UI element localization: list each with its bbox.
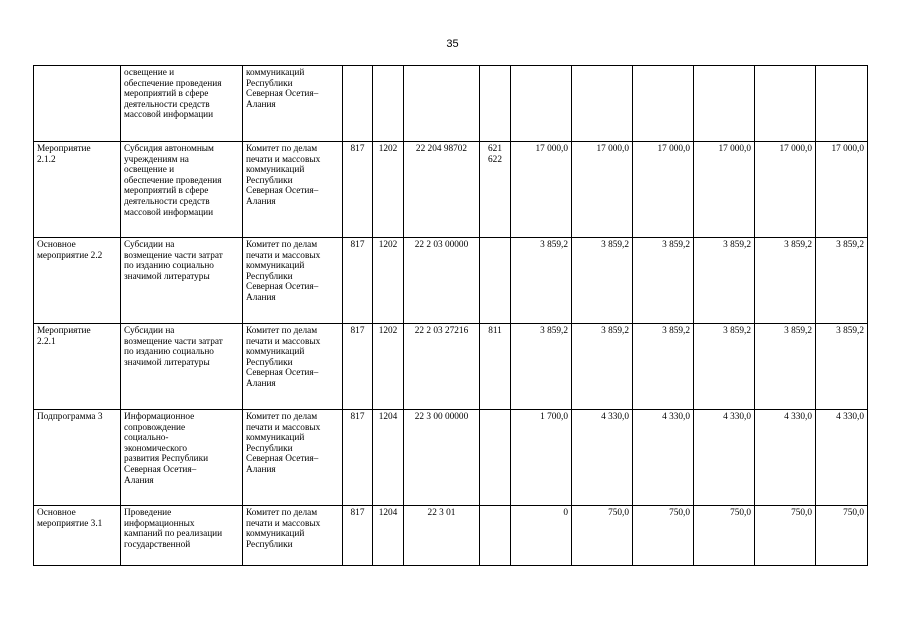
cell-kind: Мероприятие 2.1.2 bbox=[34, 142, 121, 238]
cell-name: Субсидии на возмещение части затрат по изданию социально значимой литературы bbox=[121, 324, 243, 410]
cell-amount-5: 750,0 bbox=[755, 506, 816, 566]
cell-name: Субсидия автономным учреждениям на освещение и обеспечение проведения мероприятий в сфере деятельности средств массовой информации bbox=[121, 142, 243, 238]
cell-amount-1: 0 bbox=[511, 506, 572, 566]
cell-rzpr: 1204 bbox=[373, 506, 404, 566]
cell-amount-6 bbox=[816, 66, 868, 142]
cell-amount-2: 750,0 bbox=[572, 506, 633, 566]
cell-amount-1: 1 700,0 bbox=[511, 410, 572, 506]
cell-executor: коммуникаций Республики Северная Осетия– Алания bbox=[243, 66, 343, 142]
cell-amount-4: 3 859,2 bbox=[694, 324, 755, 410]
cell-amount-6: 3 859,2 bbox=[816, 238, 868, 324]
cell-executor: Комитет по делам печати и массовых коммуникаций Республики Северная Осетия– Алания bbox=[243, 142, 343, 238]
budget-table bbox=[33, 65, 868, 566]
cell-amount-5: 3 859,2 bbox=[755, 238, 816, 324]
cell-amount-2 bbox=[572, 66, 633, 142]
cell-amount-5 bbox=[755, 66, 816, 142]
cell-amount-4 bbox=[694, 66, 755, 142]
cell-vr bbox=[480, 238, 511, 324]
cell-name: Информационное сопровождение социально- экономического развития Республики Северная Осетия– Алания bbox=[121, 410, 243, 506]
cell-executor: Комитет по делам печати и массовых коммуникаций Республики Северная Осетия– Алания bbox=[243, 324, 343, 410]
cell-executor: Комитет по делам печати и массовых коммуникаций Республики Северная Осетия– Алания bbox=[243, 410, 343, 506]
cell-amount-5: 17 000,0 bbox=[755, 142, 816, 238]
cell-rzpr: 1202 bbox=[373, 142, 404, 238]
cell-name: освещение и обеспечение проведения мероприятий в сфере деятельности средств массовой информации bbox=[121, 66, 243, 142]
cell-kind: Основное мероприятие 2.2 bbox=[34, 238, 121, 324]
cell-csr: 22 2 03 00000 bbox=[404, 238, 480, 324]
cell-rzpr: 1202 bbox=[373, 238, 404, 324]
cell-amount-1: 17 000,0 bbox=[511, 142, 572, 238]
cell-vr bbox=[480, 506, 511, 566]
cell-kind: Подпрограмма 3 bbox=[34, 410, 121, 506]
cell-vr bbox=[480, 410, 511, 506]
cell-amount-6: 3 859,2 bbox=[816, 324, 868, 410]
cell-amount-4: 750,0 bbox=[694, 506, 755, 566]
cell-grbs: 817 bbox=[343, 410, 373, 506]
cell-executor: Комитет по делам печати и массовых коммуникаций Республики bbox=[243, 506, 343, 566]
cell-vr bbox=[480, 66, 511, 142]
cell-amount-2: 17 000,0 bbox=[572, 142, 633, 238]
cell-amount-6: 17 000,0 bbox=[816, 142, 868, 238]
table-row bbox=[34, 66, 868, 142]
cell-amount-1: 3 859,2 bbox=[511, 324, 572, 410]
table-row bbox=[34, 238, 868, 324]
cell-amount-5: 3 859,2 bbox=[755, 324, 816, 410]
cell-grbs: 817 bbox=[343, 324, 373, 410]
cell-amount-4: 17 000,0 bbox=[694, 142, 755, 238]
cell-executor: Комитет по делам печати и массовых коммуникаций Республики Северная Осетия– Алания bbox=[243, 238, 343, 324]
cell-vr: 811 bbox=[480, 324, 511, 410]
page-number: 35 bbox=[446, 38, 459, 50]
cell-csr bbox=[404, 66, 480, 142]
cell-amount-4: 4 330,0 bbox=[694, 410, 755, 506]
cell-grbs: 817 bbox=[343, 142, 373, 238]
cell-rzpr: 1204 bbox=[373, 410, 404, 506]
cell-amount-6: 4 330,0 bbox=[816, 410, 868, 506]
cell-amount-2: 4 330,0 bbox=[572, 410, 633, 506]
cell-kind bbox=[34, 66, 121, 142]
cell-amount-1: 3 859,2 bbox=[511, 238, 572, 324]
cell-csr: 22 3 00 00000 bbox=[404, 410, 480, 506]
cell-amount-6: 750,0 bbox=[816, 506, 868, 566]
cell-rzpr: 1202 bbox=[373, 324, 404, 410]
cell-amount-4: 3 859,2 bbox=[694, 238, 755, 324]
cell-amount-3: 4 330,0 bbox=[633, 410, 694, 506]
cell-kind: Мероприятие 2.2.1 bbox=[34, 324, 121, 410]
cell-amount-3 bbox=[633, 66, 694, 142]
cell-amount-2: 3 859,2 bbox=[572, 238, 633, 324]
cell-grbs: 817 bbox=[343, 238, 373, 324]
table-row bbox=[34, 410, 868, 506]
cell-grbs: 817 bbox=[343, 506, 373, 566]
table-row bbox=[34, 142, 868, 238]
table-row bbox=[34, 506, 868, 566]
cell-amount-2: 3 859,2 bbox=[572, 324, 633, 410]
table-row bbox=[34, 324, 868, 410]
cell-amount-3: 3 859,2 bbox=[633, 324, 694, 410]
cell-kind: Основное мероприятие 3.1 bbox=[34, 506, 121, 566]
cell-vr: 621 622 bbox=[480, 142, 511, 238]
cell-grbs bbox=[343, 66, 373, 142]
cell-csr: 22 2 03 27216 bbox=[404, 324, 480, 410]
cell-amount-3: 3 859,2 bbox=[633, 238, 694, 324]
cell-name: Субсидии на возмещение части затрат по изданию социально значимой литературы bbox=[121, 238, 243, 324]
cell-name: Проведение информационных кампаний по реализации государственной bbox=[121, 506, 243, 566]
cell-rzpr bbox=[373, 66, 404, 142]
cell-amount-3: 17 000,0 bbox=[633, 142, 694, 238]
cell-amount-1 bbox=[511, 66, 572, 142]
cell-csr: 22 204 98702 bbox=[404, 142, 480, 238]
cell-amount-5: 4 330,0 bbox=[755, 410, 816, 506]
cell-csr: 22 3 01 bbox=[404, 506, 480, 566]
cell-amount-3: 750,0 bbox=[633, 506, 694, 566]
